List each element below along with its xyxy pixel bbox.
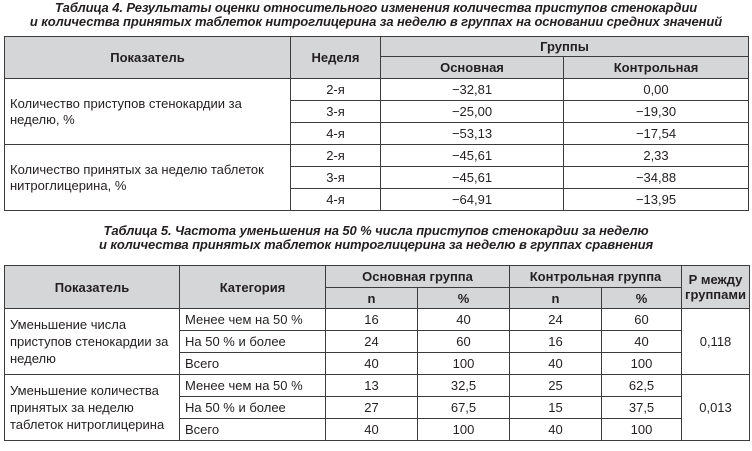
table5-caption: [0, 224, 752, 252]
control-n-cell: 25: [510, 375, 602, 397]
table4-caption: [0, 1, 752, 29]
table5: [4, 265, 750, 441]
main-value-cell: −53,13: [381, 123, 564, 145]
main-pct-cell: 100: [418, 353, 510, 375]
control-pct-cell: 40: [602, 331, 682, 353]
table5-header-main-group: Основная группа: [326, 266, 510, 288]
table-row: [5, 79, 749, 101]
control-n-cell: 24: [510, 309, 602, 331]
control-n-cell: 40: [510, 353, 602, 375]
main-pct-cell: 32,5: [418, 375, 510, 397]
table4-section-label: Количество приступов стенокардии за неделю, %: [5, 79, 291, 145]
table5-header-control-group: Контрольная группа: [510, 266, 682, 288]
table5-caption-line2: и количества принятых таблеток нитроглицерина за неделю в группах сравнения: [98, 237, 654, 252]
week-cell: 3-я: [291, 167, 381, 189]
main-value-cell: −64,91: [381, 189, 564, 211]
main-n-cell: 24: [326, 331, 418, 353]
table4-section-label: Количество принятых за неделю таблеток нитроглицерина, %: [5, 145, 291, 211]
main-n-cell: 40: [326, 353, 418, 375]
main-value-cell: −45,61: [381, 145, 564, 167]
control-value-cell: −19,30: [564, 101, 749, 123]
control-pct-cell: 100: [602, 353, 682, 375]
main-value-cell: −25,00: [381, 101, 564, 123]
table4-header-week: Неделя: [291, 37, 381, 79]
category-cell: Всего: [180, 353, 326, 375]
category-cell: На 50 % и более: [180, 331, 326, 353]
table5-header-main-n: n: [326, 288, 418, 309]
control-value-cell: 2,33: [564, 145, 749, 167]
table4-header-indicator: Показатель: [5, 37, 291, 79]
control-n-cell: 16: [510, 331, 602, 353]
category-cell: Всего: [180, 419, 326, 441]
control-pct-cell: 60: [602, 309, 682, 331]
table5-header-control-pct: %: [602, 288, 682, 309]
category-cell: Менее чем на 50 %: [180, 309, 326, 331]
control-value-cell: −34,88: [564, 167, 749, 189]
table4: [4, 36, 749, 211]
control-pct-cell: 100: [602, 419, 682, 441]
table4-header-groups: Группы: [381, 37, 749, 57]
control-n-cell: 40: [510, 419, 602, 441]
table-row: [5, 375, 750, 397]
control-pct-cell: 62,5: [602, 375, 682, 397]
table5-section-label: Уменьшение числа приступов стенокардии за неделю: [5, 309, 180, 375]
main-n-cell: 27: [326, 397, 418, 419]
p-value-cell: 0,118: [682, 309, 750, 375]
main-pct-cell: 67,5: [418, 397, 510, 419]
table5-header-row: [5, 266, 750, 288]
p-value-cell: 0,013: [682, 375, 750, 441]
table5-header-p: Р между группами: [682, 266, 750, 309]
table-row: [5, 309, 750, 331]
table5-header-control-n: n: [510, 288, 602, 309]
week-cell: 4-я: [291, 189, 381, 211]
table5-section-label: Уменьшение количества принятых за неделю таблеток нитроглицерина: [5, 375, 180, 441]
control-value-cell: 0,00: [564, 79, 749, 101]
table4-header-control: Контрольная: [564, 57, 749, 79]
week-cell: 2-я: [291, 145, 381, 167]
control-pct-cell: 37,5: [602, 397, 682, 419]
table4-header-main: Основная: [381, 57, 564, 79]
table5-header-category: Категория: [180, 266, 326, 309]
main-value-cell: −45,61: [381, 167, 564, 189]
table5-header-main-pct: %: [418, 288, 510, 309]
table4-caption-line1: Таблица 4. Результаты оценки относительного изменения количества приступов стенокардии: [54, 0, 698, 15]
week-cell: 3-я: [291, 101, 381, 123]
main-n-cell: 40: [326, 419, 418, 441]
table5-caption-line1: Таблица 5. Частота уменьшения на 50 % числа приступов стенокардии за неделю: [103, 223, 649, 238]
main-pct-cell: 60: [418, 331, 510, 353]
main-pct-cell: 40: [418, 309, 510, 331]
table5-header-indicator: Показатель: [5, 266, 180, 309]
main-n-cell: 16: [326, 309, 418, 331]
control-value-cell: −17,54: [564, 123, 749, 145]
main-value-cell: −32,81: [381, 79, 564, 101]
main-pct-cell: 100: [418, 419, 510, 441]
category-cell: На 50 % и более: [180, 397, 326, 419]
week-cell: 2-я: [291, 79, 381, 101]
control-n-cell: 15: [510, 397, 602, 419]
main-n-cell: 13: [326, 375, 418, 397]
table4-header-row: [5, 37, 749, 57]
table4-caption-line2: и количества принятых таблеток нитроглицерина за неделю в группах на основании средних значений: [29, 14, 723, 29]
week-cell: 4-я: [291, 123, 381, 145]
category-cell: Менее чем на 50 %: [180, 375, 326, 397]
control-value-cell: −13,95: [564, 189, 749, 211]
table-row: [5, 145, 749, 167]
